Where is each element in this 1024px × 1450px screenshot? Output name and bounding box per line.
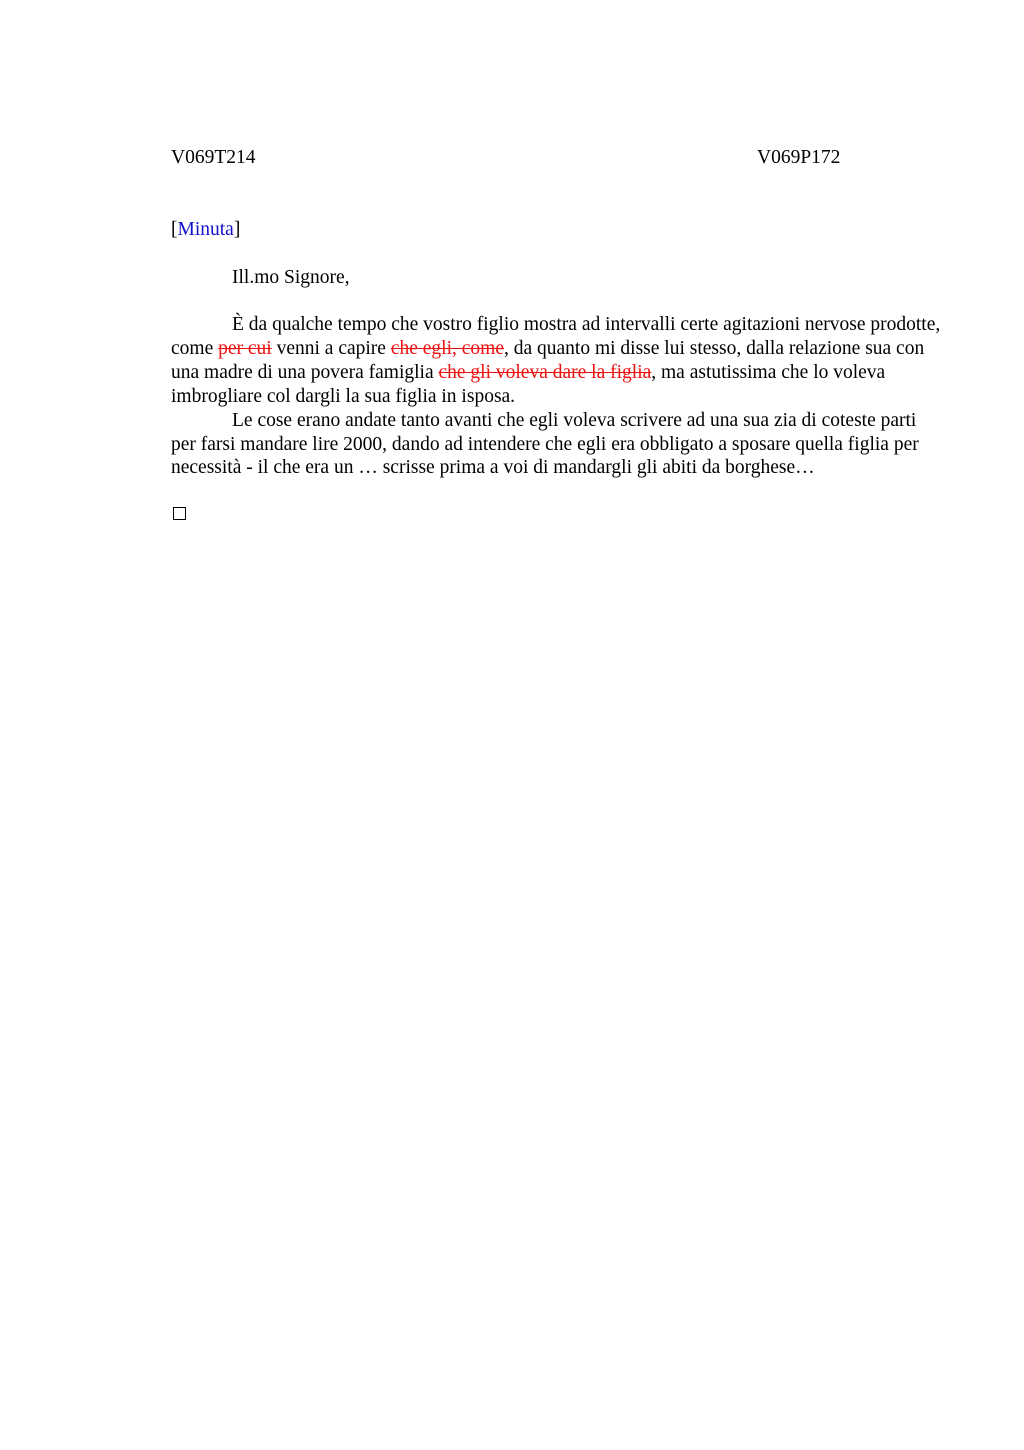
salutation: Ill.mo Signore, bbox=[232, 267, 350, 288]
deleted-text: per cui bbox=[218, 337, 272, 359]
label-open-bracket: [ bbox=[171, 219, 178, 240]
document-code-left: V069T214 bbox=[171, 147, 256, 168]
paragraph-1 bbox=[171, 313, 941, 409]
document-type-label bbox=[171, 218, 240, 242]
text-segment: venni a capire bbox=[271, 337, 391, 359]
text-segment: , da quanto mi disse lui stesso, dalla relazione sua con una madre di una povera famiglia bbox=[171, 337, 925, 383]
text-segment: , ma astutissima che lo voleva imbrogliare col dargli la sua figlia in isposa. bbox=[171, 361, 886, 407]
empty-square-icon bbox=[173, 507, 186, 520]
text-segment: Le cose erano andate tanto avanti che egli voleva scrivere ad una sua zia di coteste parti per farsi mandare lire 2000, dando ad intendere che egli era obbligato a sposare quella figlia per necessità - il che era un … scrisse prima a voi di mandargli gli abiti da borghese… bbox=[171, 409, 919, 479]
label-text: Minuta bbox=[177, 219, 234, 240]
deleted-text: che egli, come bbox=[390, 337, 504, 359]
letter-body bbox=[171, 313, 941, 480]
document-code-right: V069P172 bbox=[757, 147, 841, 168]
deleted-text: che gli voleva dare la figlia bbox=[438, 361, 652, 383]
text-segment: È da qualche tempo che vostro figlio mostra ad intervalli certe agitazioni nervose prodotte, come bbox=[171, 314, 941, 359]
label-close-bracket: ] bbox=[233, 219, 241, 240]
paragraph-2 bbox=[171, 409, 941, 481]
